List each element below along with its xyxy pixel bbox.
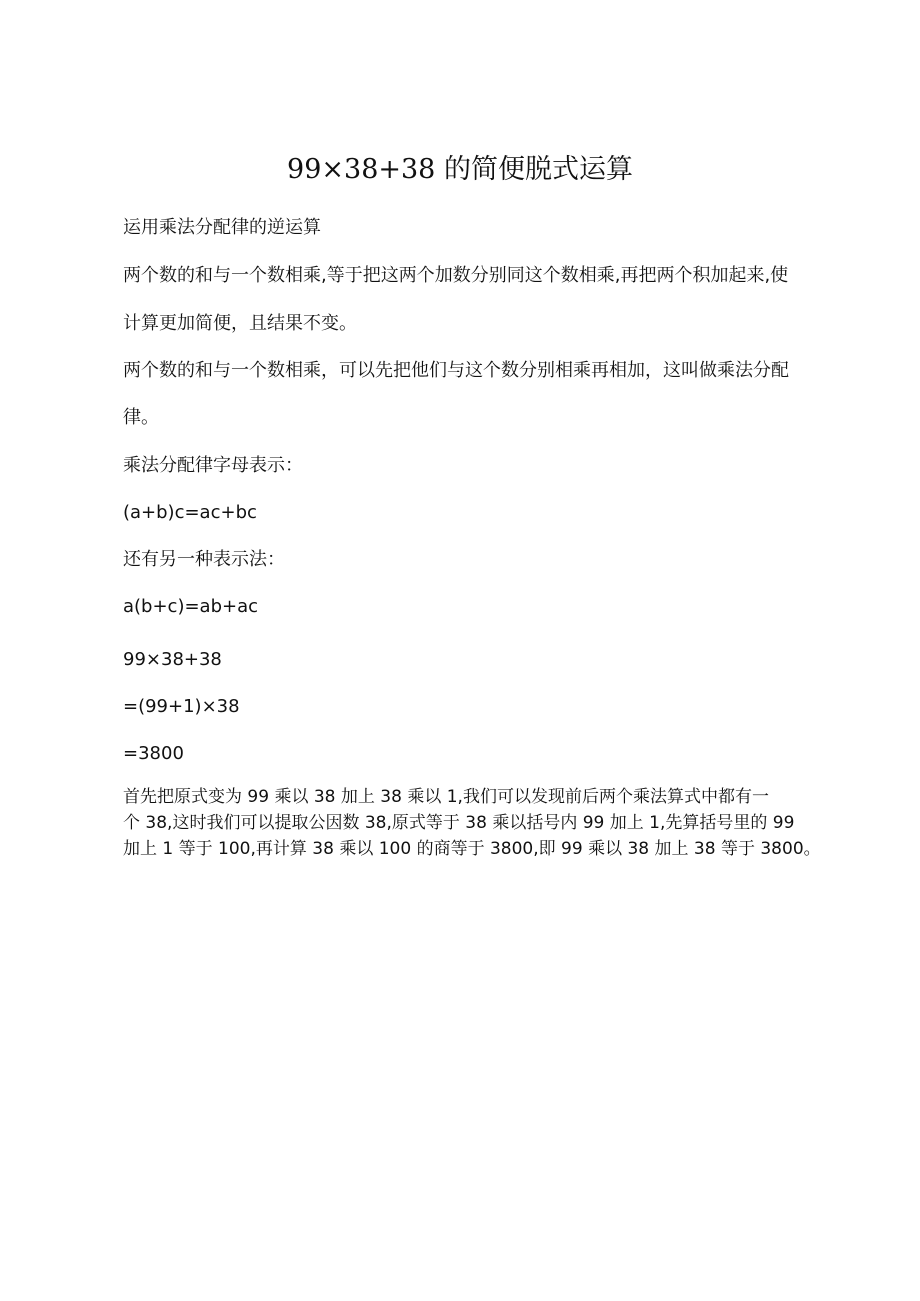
calc-step: =3800 xyxy=(123,743,184,764)
text-line: 两个数的和与一个数相乘,等于把这两个加数分别同这个数相乘,再把两个积加起来,使 xyxy=(123,265,789,286)
text-line: 还有另一种表示法： xyxy=(123,549,285,570)
text-line: 计算更加简便，且结果不变。 xyxy=(123,313,357,334)
calc-step: =(99+1)×38 xyxy=(123,696,240,717)
page-title: 99×38+38 的简便脱式运算 xyxy=(287,154,633,185)
text-line: 律。 xyxy=(123,407,159,428)
explanation-line: 加上 1 等于 100,再计算 38 乘以 100 的商等于 3800,即 99 乘以 38 加上 38 等于 3800。 xyxy=(123,839,821,859)
text-line: 两个数的和与一个数相乘，可以先把他们与这个数分别相乘再相加，这叫做乘法分配 xyxy=(123,360,789,381)
explanation-line: 个 38,这时我们可以提取公因数 38,原式等于 38 乘以括号内 99 加上 1,先算括号里的 99 xyxy=(123,813,795,833)
explanation-line: 首先把原式变为 99 乘以 38 加上 38 乘以 1,我们可以发现前后两个乘法算式中都有一 xyxy=(123,787,769,807)
calc-step: 99×38+38 xyxy=(123,649,222,670)
formula: (a+b)c=ac+bc xyxy=(123,502,257,523)
explanation-paragraph xyxy=(123,784,821,862)
formula: a(b+c)=ab+ac xyxy=(123,596,259,617)
text-line: 乘法分配律字母表示： xyxy=(123,455,303,476)
subheading-inverse-distributive: 运用乘法分配律的逆运算 xyxy=(123,217,321,238)
